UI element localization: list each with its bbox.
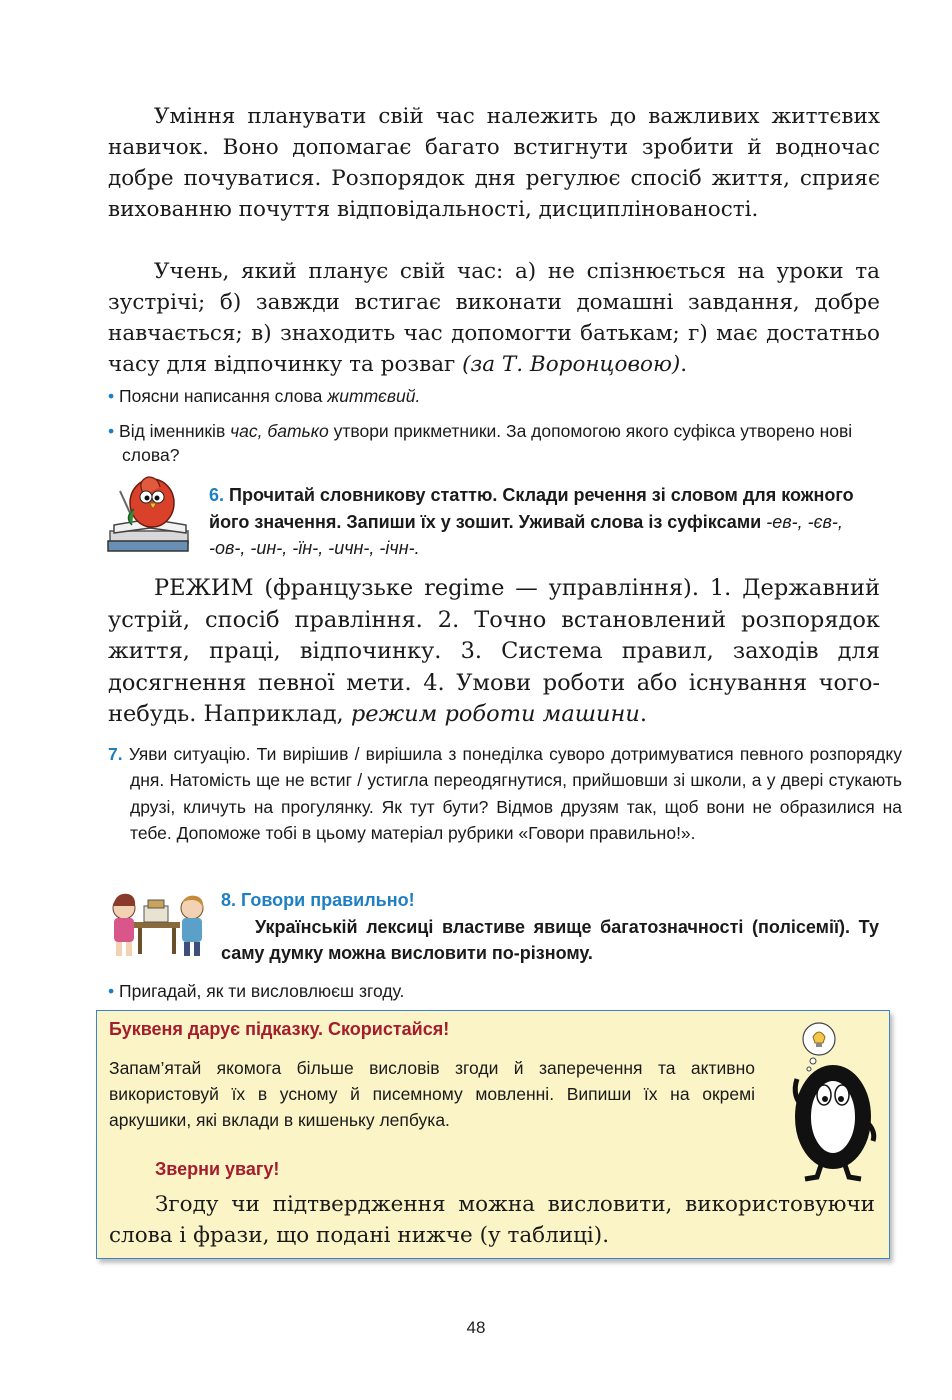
parrot-reading-icon [106, 473, 192, 559]
task-6-number: 6. [209, 485, 225, 505]
children-studying-icon [104, 884, 208, 962]
task-6-text: Прочитай словникову статтю. Склади речення зі словом для кожного його значення. Запиши їх у зошит. Уживай слова із суфіксами [209, 485, 854, 532]
bullet-marker: • [108, 386, 115, 406]
bullet-word: життєвий. [327, 386, 421, 406]
bullet-text-rest: утвори прикметники. За допомогою якого суфікса утворено нові слова? [122, 421, 853, 465]
intro-paragraph-2-end: . [680, 352, 688, 377]
attention-text: Згоду чи підтвердження можна висловити, використовуючи слова і фрази, що подані нижче (у таблиці). [109, 1192, 875, 1248]
hint-box [96, 1010, 890, 1259]
attention-heading: Зверни увагу! [155, 1159, 280, 1179]
dictionary-end: . [639, 701, 648, 727]
hint-heading: Буквеня дарує підказку. Скористайся! [109, 1019, 450, 1039]
task-6 [209, 482, 871, 562]
bullet-text: Пригадай, як ти висловлюєш згоду. [119, 981, 405, 1001]
bullet-marker: • [108, 981, 115, 1001]
task-8-title: 8. Говори правильно! [221, 890, 415, 910]
bullet-recall-agreement [108, 979, 878, 1003]
letter-o-mascot-icon [783, 1017, 883, 1185]
page-number: 48 [466, 1318, 486, 1337]
task-6-suffixes: -ев-, -єв-, -ов-, -ин-, -їн-, -ичн-, -ічн-. [209, 511, 843, 558]
bullet-nouns: час, батько [230, 421, 329, 441]
task-7 [108, 741, 902, 846]
intro-paragraph-2-text: Учень, який планує свій час: а) не спізнюється на уроки та зустрічі; б) завжди встигає виконати домашні завдання, добре навчається; в) знаходить час допомогти батькам; г) має достатньо часу для відпочинку та розваг [108, 259, 880, 377]
task-8-text: Українській лексиці властиве явище багатозначності (полісемії). Ту саму думку можна висловити по-різному. [221, 917, 879, 963]
task-7-text: Уяви ситуацію. Ти вирішив / вирішила з понеділка суворо дотримуватися певного розпорядку дня. Натомість ще не встиг / устигла переодягнутися, прийшовши зі школи, а у двері стукають друзі, кличуть на прогулянку. Як тут бути? Відмов друзям так, щоб вони не образилися на тебе. Допоможе тобі в цьому матеріал рубрики «Говори правильно!». [122, 744, 902, 843]
bullet-text: Від іменників [119, 421, 231, 441]
bullet-form-adjectives [108, 419, 892, 467]
task-7-number: 7. [108, 744, 123, 764]
dictionary-entry [108, 573, 880, 731]
hint-text: Запам’ятай якомога більше висловів згоди й заперечення та активно використовуй їх в усному й писемному мовленні. Випиши їх на окремі аркушики, які вклади в кишеньку лепбука. [109, 1058, 755, 1130]
bullet-explain-spelling [108, 384, 878, 408]
bullet-marker: • [108, 421, 115, 441]
intro-source: (за Т. Воронцовою) [462, 352, 681, 377]
dictionary-text: РЕЖИМ (французьке regime — управління). 1. Державний устрій, спосіб правління. 2. Точно встановлений розпорядок життя, праці, відпочинку. 3. Система правил, заходів для досягнення певної мети. 4. Умови роботи або існування чого-небудь. Наприклад, [108, 575, 880, 727]
intro-paragraph-2 [108, 256, 880, 380]
intro-paragraph-1: Уміння планувати свій час належить до важливих життєвих навичок. Воно допомагає багато встигнути зробити й водночас добре почуватися. Розпорядок дня регулює спосіб життя, сприяє вихованню почуття відповідальності, дисциплінованості. [108, 104, 880, 222]
dictionary-example: режим роботи машини [350, 701, 640, 727]
bullet-text: Поясни написання слова [119, 386, 328, 406]
